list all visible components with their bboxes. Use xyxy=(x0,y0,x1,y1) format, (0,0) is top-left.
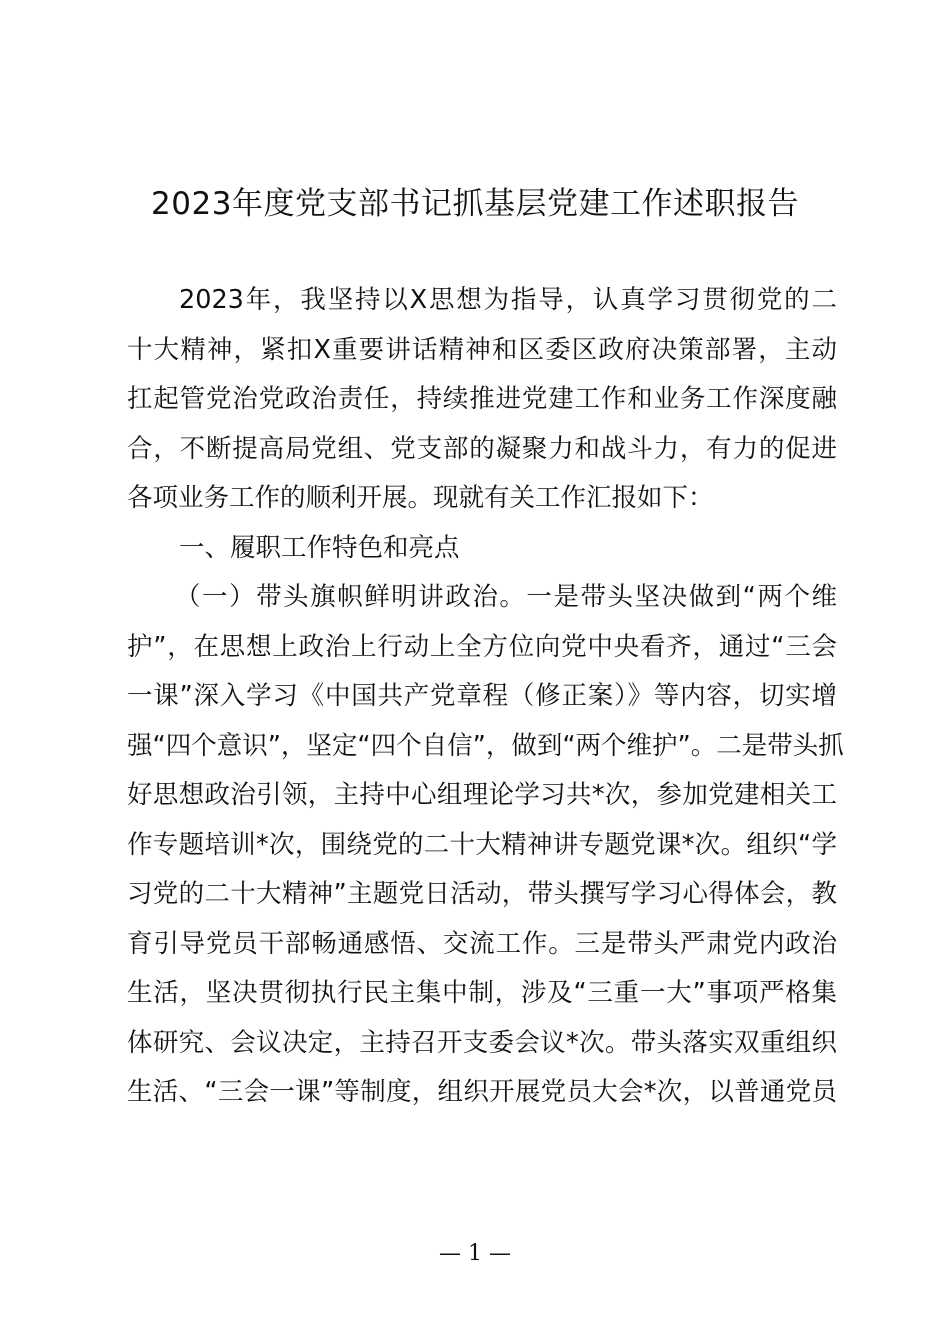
document-title: 2023年度党支部书记抓基层党建工作述职报告 xyxy=(151,186,799,222)
paragraph-line: 生活、“三会一课”等制度，组织开展党员大会*次，以普通党员 xyxy=(127,1077,837,1107)
paragraph-line: 体研究、会议决定，主持召开支委会议*次。带头落实双重组织 xyxy=(127,1027,837,1058)
paragraph-line: 一课”深入学习《中国共产党章程（修正案）》等内容，切实增 xyxy=(127,681,837,711)
paragraph-line: 作专题培训*次，围绕党的二十大精神讲专题党课*次。组织“学 xyxy=(127,829,837,860)
paragraph-line: 好思想政治引领，主持中心组理论学习共*次，参加党建相关工 xyxy=(127,780,837,810)
paragraph-line: 合，不断提高局党组、党支部的凝聚力和战斗力，有力的促进 xyxy=(127,433,837,464)
paragraph-line: 十大精神，紧扣X重要讲话精神和区委区政府决策部署，主动 xyxy=(127,334,837,365)
paragraph-line: 护”，在思想上政治上行动上全方位向党中央看齐，通过“三会 xyxy=(127,631,837,662)
paragraph-line: 扛起管党治党政治责任，持续推进党建工作和业务工作深度融 xyxy=(127,384,837,414)
page-number: — 1 — xyxy=(439,1241,511,1266)
section-heading: 一、履职工作特色和亮点 xyxy=(179,532,460,563)
paragraph-line: 各项业务工作的顺利开展。现就有关工作汇报如下： xyxy=(127,483,714,513)
paragraph-line: 习党的二十大精神”主题党日活动，带头撰写学习心得体会，教 xyxy=(127,879,837,909)
document-body xyxy=(127,276,844,1118)
paragraph-line: 2023年，我坚持以X思想为指导，认真学习贯彻党的二 xyxy=(179,285,837,315)
paragraph-line: 育引导党员干部畅通感悟、交流工作。三是带头严肃党内政治 xyxy=(127,928,837,959)
paragraph-line: 生活，坚决贯彻执行民主集中制，涉及“三重一大”事项严格集 xyxy=(127,978,837,1008)
paragraph-line: 强“四个意识”，坚定“四个自信”，做到“两个维护”。二是带头抓 xyxy=(127,730,844,761)
paragraph-line: （一）带头旗帜鲜明讲政治。一是带头坚决做到“两个维 xyxy=(175,582,837,612)
